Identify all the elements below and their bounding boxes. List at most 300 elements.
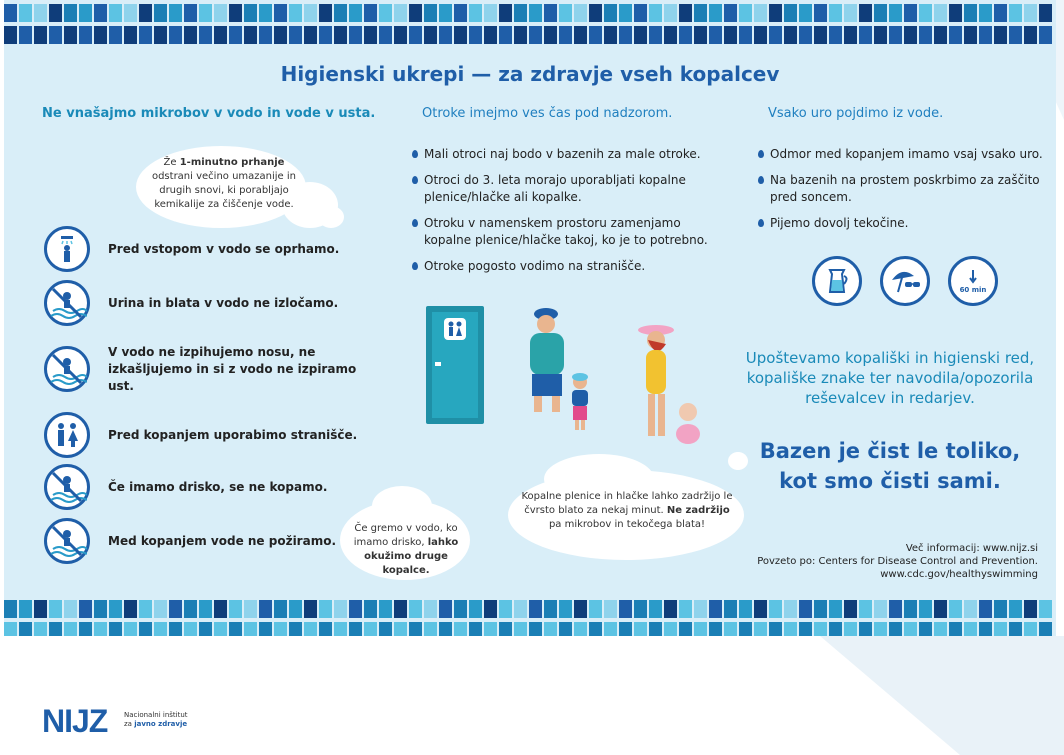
tile bbox=[154, 622, 167, 636]
tile bbox=[289, 600, 302, 618]
tile bbox=[334, 600, 347, 618]
tile bbox=[559, 26, 572, 44]
tile bbox=[889, 600, 902, 618]
tile bbox=[994, 600, 1007, 618]
tile bbox=[199, 26, 212, 44]
tile bbox=[874, 600, 887, 618]
tile bbox=[109, 622, 122, 636]
tile bbox=[499, 4, 512, 22]
logo-line-2: za javno zdravje bbox=[124, 720, 188, 728]
toilet-icon bbox=[44, 412, 90, 458]
tile bbox=[829, 26, 842, 44]
rule-item bbox=[44, 410, 368, 460]
tile bbox=[1009, 600, 1022, 618]
no-swimming-icon bbox=[44, 464, 90, 510]
tile bbox=[169, 600, 182, 618]
father-figure bbox=[530, 308, 564, 412]
tile bbox=[349, 4, 362, 22]
tile bbox=[709, 26, 722, 44]
logo-line-1: Nacionalni inštitut bbox=[124, 711, 188, 719]
tile bbox=[979, 26, 992, 44]
tile bbox=[964, 600, 977, 618]
tile bbox=[1039, 622, 1052, 636]
tile bbox=[469, 600, 482, 618]
slogan bbox=[732, 436, 1048, 496]
tile bbox=[94, 600, 107, 618]
tile bbox=[859, 4, 872, 22]
tile bbox=[739, 600, 752, 618]
tile bbox=[589, 26, 602, 44]
bullet-item: Otroci do 3. leta morajo uporabljati kopalne plenice/hlačke ali kopalke. bbox=[412, 172, 712, 206]
tile bbox=[199, 4, 212, 22]
poster-title: Higienski ukrepi — za zdravje vseh kopalcev bbox=[280, 62, 780, 86]
tile bbox=[679, 26, 692, 44]
tile bbox=[799, 600, 812, 618]
family-illustration bbox=[420, 300, 720, 460]
bullet-item: Odmor med kopanjem imamo vsaj vsako uro. bbox=[758, 146, 1048, 163]
tile bbox=[229, 600, 242, 618]
tile bbox=[1024, 26, 1037, 44]
tile bbox=[439, 600, 452, 618]
tile bbox=[349, 600, 362, 618]
tile bbox=[184, 622, 197, 636]
tile bbox=[154, 4, 167, 22]
tile bbox=[484, 4, 497, 22]
bullet-item: Otroke pogosto vodimo na stranišče. bbox=[412, 258, 712, 275]
tile bbox=[889, 4, 902, 22]
slogan-line-1: Bazen je čist le toliko, bbox=[759, 439, 1021, 463]
no-urinating-icon bbox=[44, 280, 90, 326]
tile bbox=[694, 26, 707, 44]
rule-text: Pred vstopom v vodo se oprhamo. bbox=[108, 241, 340, 256]
tile bbox=[1039, 26, 1052, 44]
tile bbox=[964, 4, 977, 22]
tile bbox=[619, 622, 632, 636]
tile bbox=[229, 26, 242, 44]
tile bbox=[949, 622, 962, 636]
tile-border-bottom bbox=[4, 600, 1056, 636]
tile bbox=[574, 4, 587, 22]
tile bbox=[679, 4, 692, 22]
tile bbox=[829, 622, 842, 636]
rule-text: Urina in blata v vodo ne izločamo. bbox=[108, 295, 339, 310]
tile bbox=[124, 4, 137, 22]
tile bbox=[994, 26, 1007, 44]
tile bbox=[934, 600, 947, 618]
tile bbox=[454, 600, 467, 618]
tile bbox=[919, 26, 932, 44]
tile bbox=[904, 600, 917, 618]
tile bbox=[1024, 622, 1037, 636]
tile bbox=[754, 622, 767, 636]
tile bbox=[784, 26, 797, 44]
tile bbox=[94, 26, 107, 44]
tile bbox=[769, 622, 782, 636]
mother-figure bbox=[638, 325, 674, 436]
tile bbox=[19, 26, 32, 44]
tile bbox=[79, 26, 92, 44]
rule-text: V vodo ne izpihujemo nosu, ne izkašljujemo in si z vodo ne izpiramo ust. bbox=[108, 344, 357, 393]
tile bbox=[619, 26, 632, 44]
tile bbox=[844, 600, 857, 618]
poster bbox=[4, 0, 1056, 636]
tile bbox=[364, 600, 377, 618]
tile bbox=[409, 4, 422, 22]
tile bbox=[184, 26, 197, 44]
tile bbox=[844, 622, 857, 636]
tile bbox=[514, 4, 527, 22]
tile bbox=[394, 622, 407, 636]
tile bbox=[19, 4, 32, 22]
tile bbox=[844, 4, 857, 22]
child-figure bbox=[572, 373, 588, 430]
tile bbox=[199, 622, 212, 636]
timer-icon bbox=[948, 256, 998, 306]
tile bbox=[79, 600, 92, 618]
tile bbox=[214, 600, 227, 618]
tile bbox=[244, 4, 257, 22]
tile bbox=[619, 4, 632, 22]
tile bbox=[484, 600, 497, 618]
tile bbox=[79, 4, 92, 22]
tile bbox=[394, 4, 407, 22]
tile bbox=[574, 26, 587, 44]
tile bbox=[109, 4, 122, 22]
tile bbox=[424, 600, 437, 618]
tile bbox=[754, 600, 767, 618]
tile bbox=[694, 4, 707, 22]
info-more: Več informacij: www.nijz.si bbox=[905, 543, 1038, 554]
tile bbox=[949, 26, 962, 44]
tile bbox=[199, 600, 212, 618]
tile bbox=[139, 26, 152, 44]
tile bbox=[949, 4, 962, 22]
tile bbox=[724, 4, 737, 22]
tile bbox=[319, 600, 332, 618]
rule-item bbox=[44, 224, 368, 274]
tile bbox=[649, 4, 662, 22]
tile bbox=[4, 4, 17, 22]
tile bbox=[274, 26, 287, 44]
tile bbox=[1039, 600, 1052, 618]
tile bbox=[829, 4, 842, 22]
tile bbox=[589, 622, 602, 636]
tile bbox=[1009, 26, 1022, 44]
tile bbox=[124, 600, 137, 618]
tile bbox=[874, 4, 887, 22]
tile bbox=[364, 622, 377, 636]
rule-text: Če imamo drisko, se ne kopamo. bbox=[108, 479, 328, 494]
tile bbox=[784, 622, 797, 636]
tile bbox=[319, 622, 332, 636]
tile bbox=[469, 622, 482, 636]
tile bbox=[334, 622, 347, 636]
info-source: Povzeto po: Centers for Disease Control and Prevention. bbox=[757, 556, 1038, 567]
tile bbox=[799, 4, 812, 22]
tile bbox=[469, 26, 482, 44]
sun-protection-icon bbox=[880, 256, 930, 306]
tile bbox=[604, 622, 617, 636]
tile bbox=[229, 4, 242, 22]
tile bbox=[514, 622, 527, 636]
tile bbox=[889, 622, 902, 636]
tile bbox=[604, 26, 617, 44]
tile bbox=[859, 26, 872, 44]
tile bbox=[769, 4, 782, 22]
tile bbox=[214, 26, 227, 44]
slogan-line-2: kot smo čisti sami. bbox=[779, 469, 1001, 493]
tile bbox=[709, 4, 722, 22]
tile bbox=[889, 26, 902, 44]
no-spitting-icon bbox=[44, 346, 90, 392]
tile bbox=[334, 26, 347, 44]
tile bbox=[604, 600, 617, 618]
tile bbox=[64, 4, 77, 22]
tile bbox=[679, 622, 692, 636]
tile bbox=[64, 600, 77, 618]
tile bbox=[439, 622, 452, 636]
tile bbox=[1009, 622, 1022, 636]
tile bbox=[634, 622, 647, 636]
tile-border-top bbox=[4, 4, 1056, 48]
tile bbox=[694, 622, 707, 636]
no-swallowing-icon bbox=[44, 518, 90, 564]
tile bbox=[829, 600, 842, 618]
rule-item bbox=[44, 462, 368, 512]
tile bbox=[514, 26, 527, 44]
tile bbox=[979, 622, 992, 636]
tile bbox=[184, 4, 197, 22]
tile bbox=[379, 4, 392, 22]
tile bbox=[439, 4, 452, 22]
tile bbox=[304, 4, 317, 22]
tile bbox=[379, 600, 392, 618]
tile bbox=[34, 26, 47, 44]
tile bbox=[814, 622, 827, 636]
tile bbox=[814, 4, 827, 22]
tile bbox=[664, 4, 677, 22]
tile bbox=[274, 600, 287, 618]
bullet-item: Na bazenih na prostem poskrbimo za zaščito pred soncem. bbox=[758, 172, 1048, 206]
tile bbox=[934, 26, 947, 44]
tile bbox=[229, 622, 242, 636]
tile bbox=[424, 622, 437, 636]
tile bbox=[664, 600, 677, 618]
tile bbox=[304, 26, 317, 44]
tile bbox=[409, 600, 422, 618]
tile bbox=[844, 26, 857, 44]
tile bbox=[484, 26, 497, 44]
tile bbox=[664, 26, 677, 44]
tile bbox=[874, 26, 887, 44]
tile bbox=[739, 622, 752, 636]
tile bbox=[169, 26, 182, 44]
tile bbox=[649, 26, 662, 44]
tile bbox=[439, 26, 452, 44]
tile bbox=[754, 26, 767, 44]
tile bbox=[919, 622, 932, 636]
tile bbox=[184, 600, 197, 618]
tile bbox=[409, 622, 422, 636]
info-cdc-url: www.cdc.gov/healthyswimming bbox=[880, 569, 1038, 580]
tile bbox=[724, 600, 737, 618]
tile bbox=[814, 26, 827, 44]
tile bbox=[259, 622, 272, 636]
tile bbox=[79, 622, 92, 636]
tile bbox=[154, 600, 167, 618]
tile bbox=[919, 4, 932, 22]
tile bbox=[724, 622, 737, 636]
tile bbox=[349, 622, 362, 636]
tile bbox=[94, 4, 107, 22]
tile bbox=[304, 622, 317, 636]
tile bbox=[289, 622, 302, 636]
tile bbox=[529, 600, 542, 618]
tile bbox=[694, 600, 707, 618]
cloud-diarrhea-text: Če gremo v vodo, ko imamo drisko, lahko okužimo druge kopalce. bbox=[353, 523, 459, 576]
pool-rules-note: Upoštevamo kopališki in higienski red, kopališke znake ter navodila/opozorila reševalcev in redarjev. bbox=[745, 349, 1035, 407]
tile bbox=[634, 26, 647, 44]
tile bbox=[499, 26, 512, 44]
tile bbox=[559, 600, 572, 618]
tile bbox=[799, 26, 812, 44]
tile bbox=[64, 26, 77, 44]
tile bbox=[4, 600, 17, 618]
tile bbox=[649, 622, 662, 636]
tile bbox=[484, 622, 497, 636]
tile bbox=[364, 4, 377, 22]
tile bbox=[49, 600, 62, 618]
bullet-item: Mali otroci naj bodo v bazenih za male otroke. bbox=[412, 146, 712, 163]
tile bbox=[424, 4, 437, 22]
tile bbox=[289, 26, 302, 44]
toilet-door-icon bbox=[426, 306, 484, 424]
tile bbox=[784, 600, 797, 618]
tile bbox=[784, 4, 797, 22]
tile bbox=[319, 4, 332, 22]
tile bbox=[709, 600, 722, 618]
rule-item bbox=[44, 516, 368, 566]
cloud-diaper-text: Kopalne plenice in hlačke lahko zadržijo le čvrsto blato za nekaj minut. Ne zadržijo pa mikrobov in tekočega blata! bbox=[521, 491, 733, 530]
tile bbox=[814, 600, 827, 618]
rule-item bbox=[44, 344, 368, 394]
tile bbox=[64, 622, 77, 636]
tile bbox=[679, 600, 692, 618]
tile bbox=[1024, 4, 1037, 22]
right-column-heading: Vsako uro pojdimo iz vode. bbox=[768, 106, 944, 121]
tile bbox=[859, 622, 872, 636]
tile bbox=[49, 26, 62, 44]
tile bbox=[244, 26, 257, 44]
shower-icon bbox=[44, 226, 90, 272]
nijz-logo-subtitle bbox=[124, 711, 188, 729]
tile bbox=[454, 4, 467, 22]
tile bbox=[409, 26, 422, 44]
tile bbox=[4, 26, 17, 44]
tile bbox=[994, 4, 1007, 22]
tile bbox=[529, 26, 542, 44]
tile bbox=[19, 600, 32, 618]
tile bbox=[244, 622, 257, 636]
tile bbox=[664, 622, 677, 636]
tile bbox=[109, 600, 122, 618]
tile bbox=[709, 622, 722, 636]
tile bbox=[769, 26, 782, 44]
left-column-heading: Ne vnašajmo mikrobov v vodo in vode v usta. bbox=[42, 106, 376, 121]
tile bbox=[919, 600, 932, 618]
tile bbox=[859, 600, 872, 618]
tile bbox=[544, 600, 557, 618]
tile bbox=[589, 600, 602, 618]
water-jug-icon bbox=[812, 256, 862, 306]
cloud-shower-text: Že 1-minutno prhanje odstrani večino umazanije in drugih snovi, ki porabljajo kemikalije za čiščenje vode. bbox=[151, 157, 297, 210]
timer-label: 60 min bbox=[959, 286, 987, 294]
tile bbox=[49, 622, 62, 636]
middle-column-heading: Otroke imejmo ves čas pod nadzorom. bbox=[422, 106, 673, 121]
tile bbox=[739, 4, 752, 22]
tile bbox=[454, 622, 467, 636]
tile bbox=[289, 4, 302, 22]
tile bbox=[169, 622, 182, 636]
tile bbox=[574, 600, 587, 618]
right-bullet-list bbox=[758, 146, 1048, 241]
tile bbox=[4, 622, 17, 636]
tile bbox=[904, 622, 917, 636]
tile bbox=[529, 4, 542, 22]
tile bbox=[214, 4, 227, 22]
tile bbox=[319, 26, 332, 44]
tile bbox=[979, 4, 992, 22]
tile bbox=[1009, 4, 1022, 22]
tile bbox=[934, 4, 947, 22]
tile bbox=[964, 622, 977, 636]
bullet-item: Pijemo dovolj tekočine. bbox=[758, 215, 1048, 232]
baby-figure bbox=[676, 403, 700, 444]
rule-item bbox=[44, 278, 368, 328]
tile bbox=[1039, 4, 1052, 22]
tile bbox=[274, 4, 287, 22]
tile bbox=[349, 26, 362, 44]
tile bbox=[964, 26, 977, 44]
tile bbox=[34, 600, 47, 618]
tile bbox=[19, 622, 32, 636]
tile bbox=[394, 600, 407, 618]
tile bbox=[499, 600, 512, 618]
tile bbox=[139, 622, 152, 636]
tile bbox=[619, 600, 632, 618]
tile bbox=[754, 4, 767, 22]
tile bbox=[739, 26, 752, 44]
tile bbox=[499, 622, 512, 636]
tile bbox=[634, 4, 647, 22]
tile bbox=[979, 600, 992, 618]
tile bbox=[394, 26, 407, 44]
tile bbox=[154, 26, 167, 44]
tile bbox=[559, 622, 572, 636]
tile bbox=[904, 26, 917, 44]
tile bbox=[514, 600, 527, 618]
tile bbox=[259, 26, 272, 44]
tile bbox=[379, 26, 392, 44]
tile bbox=[334, 4, 347, 22]
tile bbox=[724, 26, 737, 44]
tile bbox=[124, 622, 137, 636]
tile bbox=[634, 600, 647, 618]
tile bbox=[529, 622, 542, 636]
tile bbox=[994, 622, 1007, 636]
tile bbox=[259, 600, 272, 618]
tile bbox=[769, 600, 782, 618]
